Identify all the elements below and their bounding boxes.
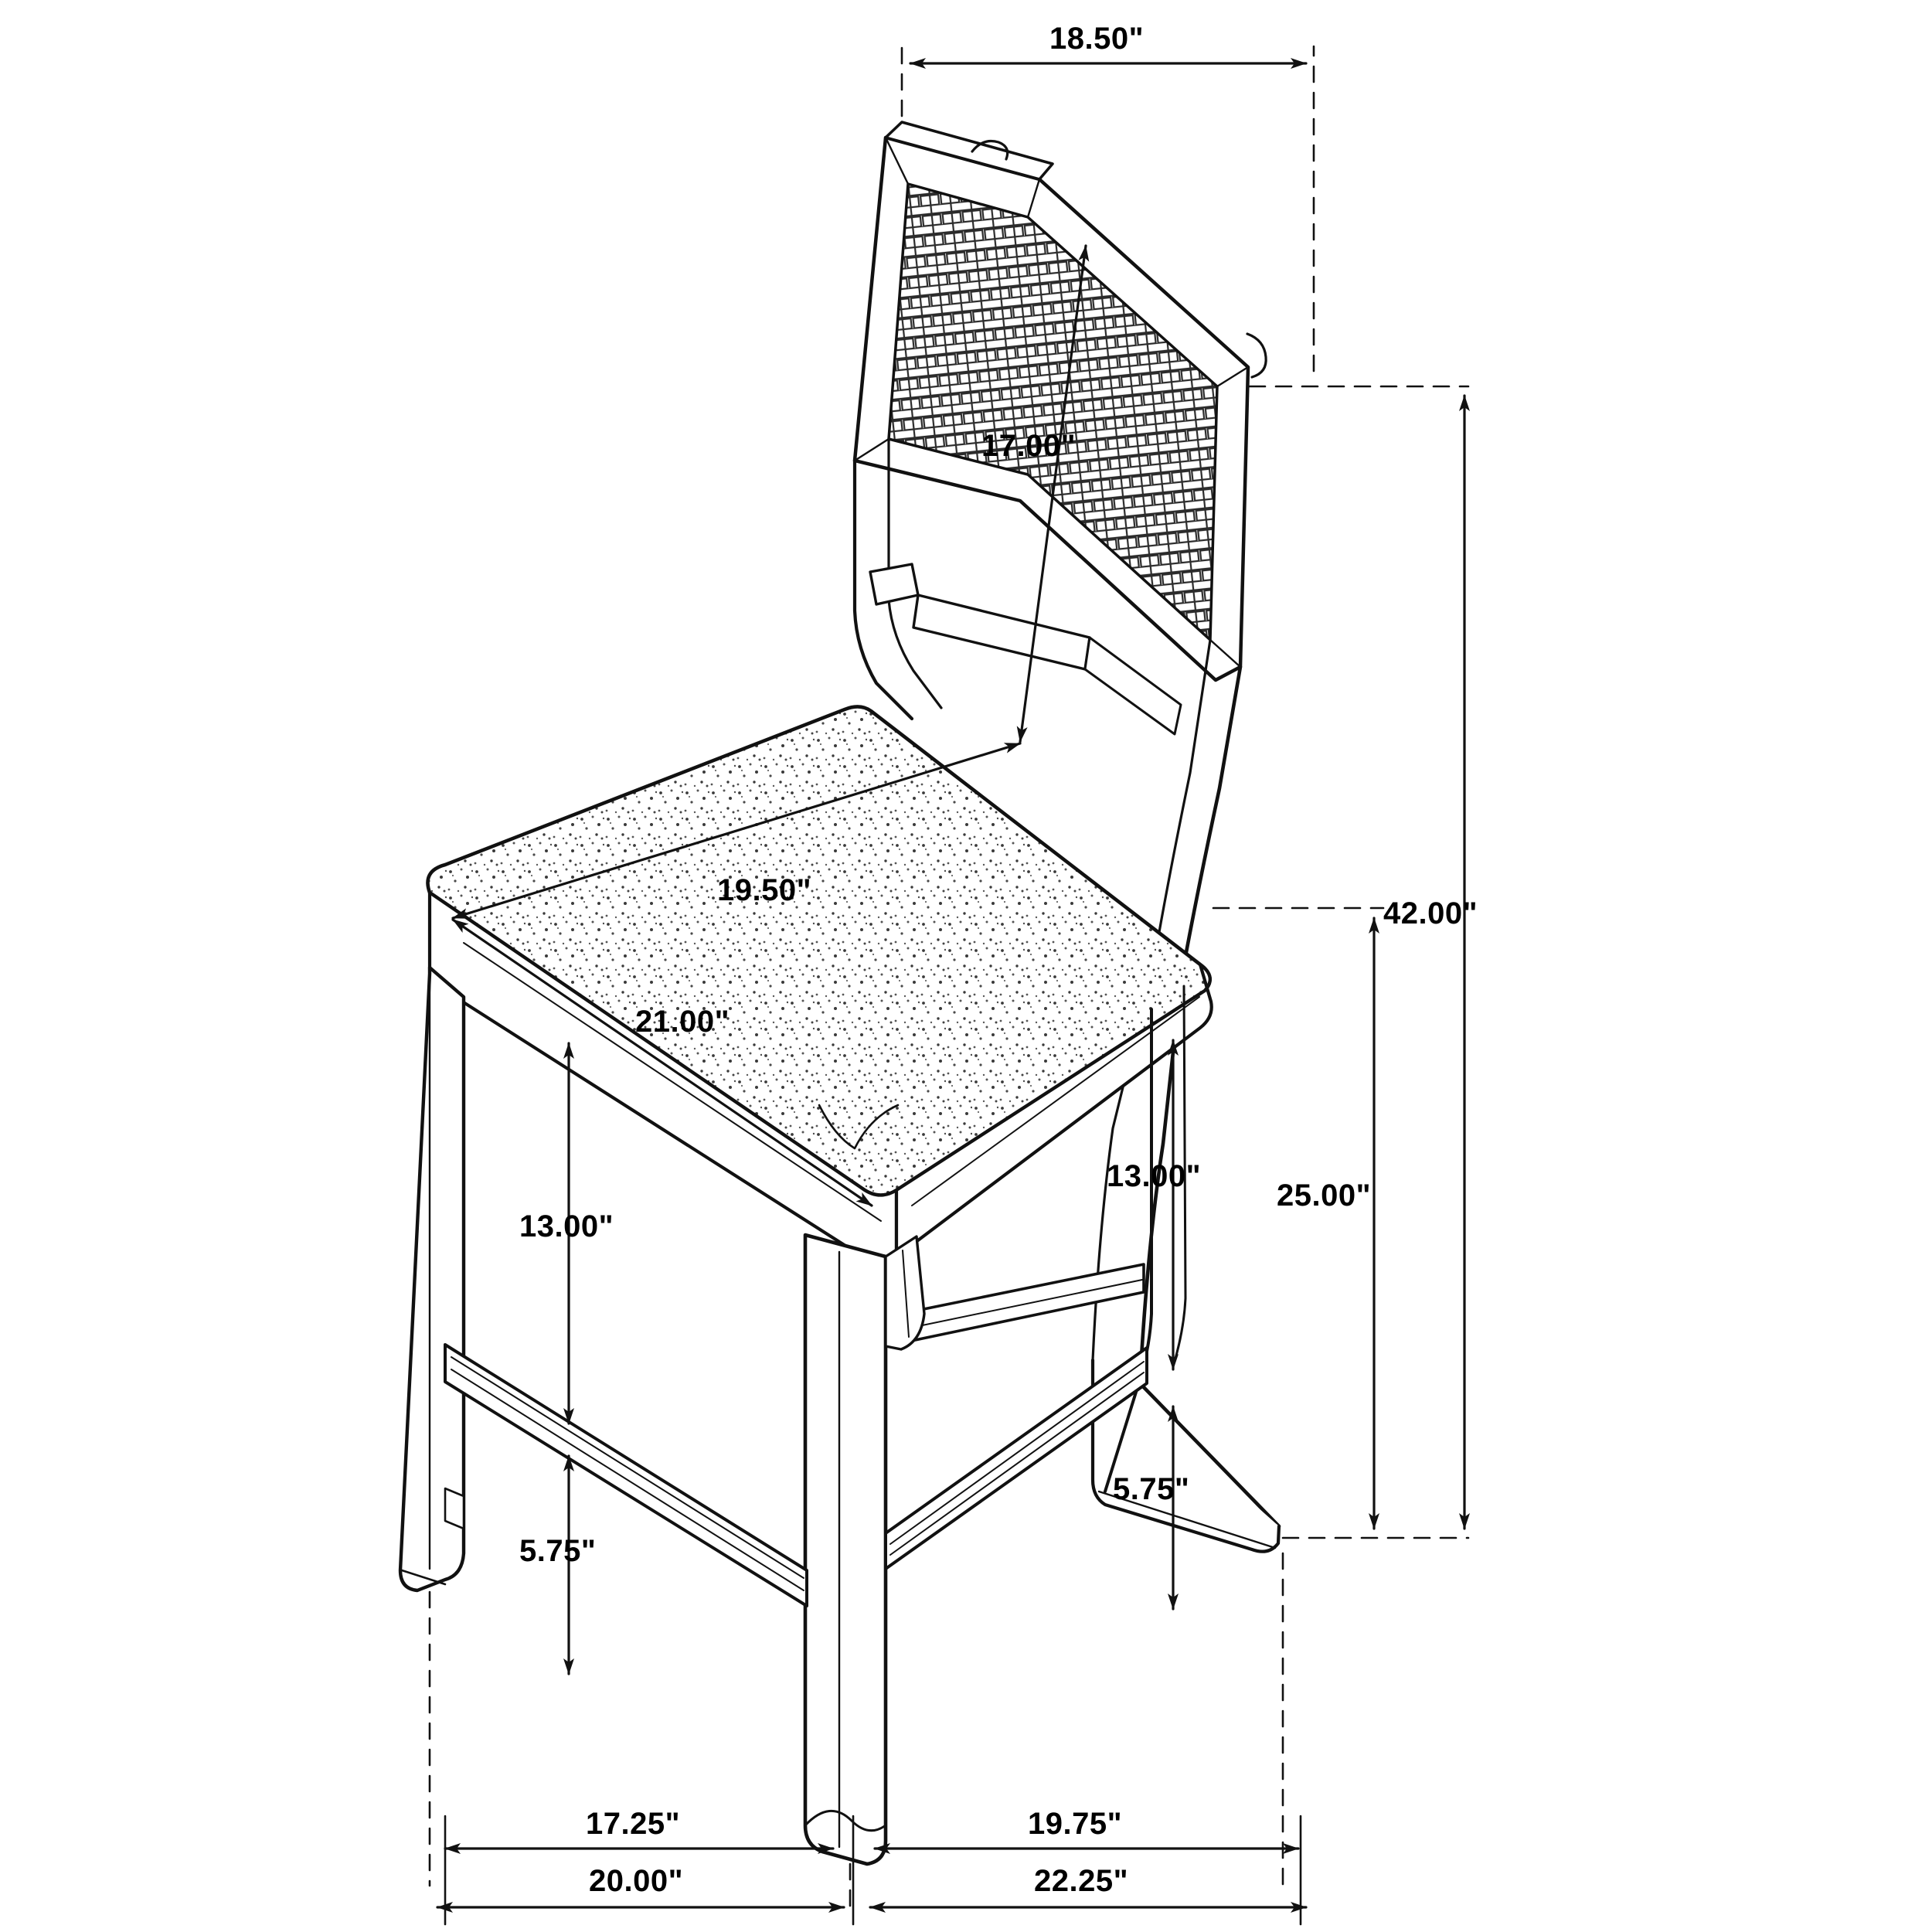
dim-label-overall-height: 42.00": [1383, 896, 1478, 930]
dim-label-lower-rail-right: 5.75": [1113, 1472, 1190, 1506]
dim-label-footrest-right: 13.00": [1107, 1159, 1202, 1193]
dim-label-overall-depth: 22.25": [1034, 1864, 1129, 1898]
dim-label-seat-width: 21.00": [635, 1005, 730, 1039]
dim-label-back-height: 17.00": [981, 429, 1077, 463]
dim-label-seat-depth: 19.50": [717, 873, 812, 907]
dim-label-lower-rail-left: 5.75": [519, 1534, 597, 1568]
dim-label-overall-width: 20.00": [589, 1864, 684, 1898]
dim-label-back-width: 18.50": [1049, 22, 1145, 56]
dim-label-seat-height: 25.00": [1277, 1179, 1372, 1213]
dim-label-footrest-left: 13.00": [519, 1209, 614, 1243]
dim-label-side-span: 19.75": [1028, 1807, 1123, 1841]
dim-label-front-span: 17.25": [586, 1807, 681, 1841]
